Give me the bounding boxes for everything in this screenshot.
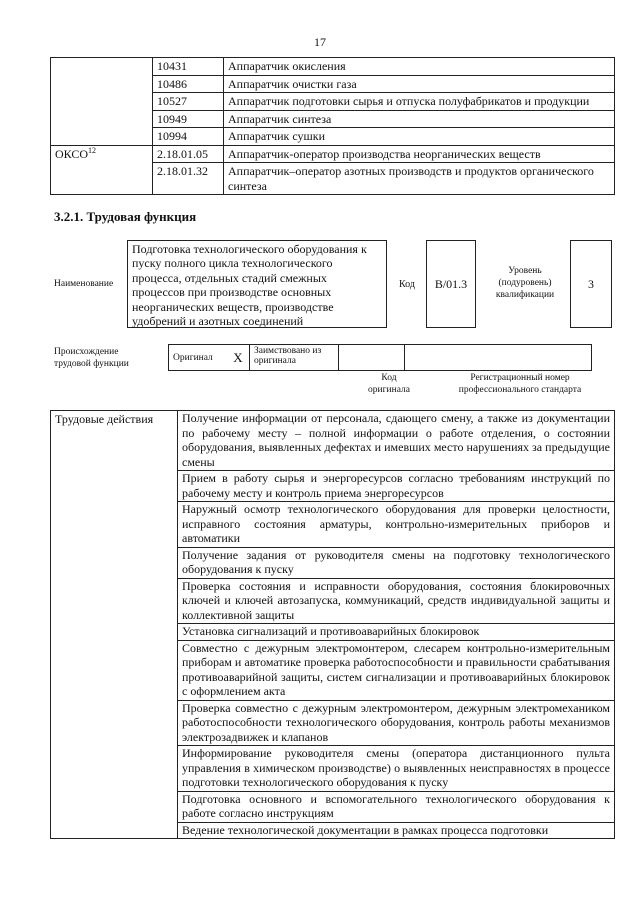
caption-line: Код	[381, 373, 397, 383]
page-number: 17	[314, 35, 326, 49]
code-cell: 2.18.01.32	[153, 163, 224, 195]
okso-cell	[51, 145, 153, 195]
name-cell: Аппаратчик окисления	[224, 58, 615, 76]
name-cell: Аппаратчик очистки газа	[224, 75, 615, 93]
code-cell: 10431	[153, 58, 224, 76]
table-row	[51, 145, 615, 163]
code-label: Код	[399, 279, 415, 290]
action-item: Наружный осмотр технологического оборудования для проверки целостности, исправного состояния арматуры, контрольно-измерительных приборов и автоматики	[178, 502, 615, 548]
origin-table	[168, 344, 592, 371]
level-label-line: квалификации	[495, 290, 555, 300]
original-label: Оригинал	[169, 345, 228, 371]
code-cell: 10949	[153, 110, 224, 128]
caption-line: оригинала	[368, 385, 410, 395]
empty-classifier-cell	[51, 58, 153, 146]
caption-line: Регистрационный номер	[470, 373, 570, 383]
code-cell: 10994	[153, 128, 224, 146]
origin-label-line: трудовой функции	[54, 359, 129, 369]
registration-number-cell	[405, 345, 592, 371]
name-cell: Аппаратчик синтеза	[224, 110, 615, 128]
action-item: Совместно с дежурным электромонтером, слесарем контрольно-измерительным приборам и автоматике проверка работоспособности и правильности срабатывания противоаварийной защиты, систем сигнализации и противоаварийных блокировок с оформлением акта	[178, 640, 615, 700]
original-code-caption	[361, 372, 417, 396]
table-row	[51, 58, 615, 76]
code-cell: 10527	[153, 93, 224, 111]
level-value-box: 3	[570, 240, 612, 328]
code-cell: 2.18.01.05	[153, 145, 224, 163]
action-item: Проверка состояния и исправности оборудования, состояния блокировочных ключей и ключей автозапуска, коммуникаций, средств индивидуальной защиты и коллективной защиты	[178, 578, 615, 624]
action-item: Получение информации от персонала, сдающего смену, а также из документации по рабочему месту – полной информации о работе отделения, о состоянии оборудования, выявленных дефектах и имевших место нарушениях за предыдущие смены	[178, 411, 615, 471]
borrowed-label-line: Заимствовано из	[254, 346, 322, 356]
action-item: Установка сигнализаций и противоаварийных блокировок	[178, 624, 615, 641]
level-label-line: (подуровень)	[498, 278, 552, 288]
action-item: Проверка совместно с дежурным электромонтером, дежурным электромехаником работоспособности технологического оборудования, контроль работы механизмов электрозадвижек и клапанов	[178, 700, 615, 746]
function-name-box: Подготовка технологического оборудования к пуску полного цикла технологического процесса, отдельных стадий смежных процессов при производстве основных неорганических веществ, производстве удобрений и азотных соединений	[127, 240, 387, 328]
registration-number-caption	[440, 372, 600, 396]
borrowed-label	[250, 345, 339, 371]
borrowed-label-line: оригинала	[254, 356, 296, 366]
name-label: Наименование	[54, 279, 114, 289]
level-label	[483, 265, 567, 301]
name-cell: Аппаратчик подготовки сырья и отпуска полуфабрикатов и продукции	[224, 93, 615, 111]
action-item: Прием в работу сырья и энергоресурсов согласно требованиям инструкций по рабочему месту и контроль приема энергоресурсов	[178, 471, 615, 502]
labor-actions-table	[50, 410, 615, 839]
original-mark: X	[227, 345, 250, 371]
name-cell: Аппаратчик сушки	[224, 128, 615, 146]
occupation-codes-table	[50, 57, 615, 195]
section-title: 3.2.1. Трудовая функция	[54, 209, 197, 224]
code-cell: 10486	[153, 75, 224, 93]
action-item: Информирование руководителя смены (оператора дистанционного пульта управления в химическом производстве) о выявленных неисправностях в процессе подготовки технологического оборудования к пуску	[178, 746, 615, 792]
action-item: Подготовка основного и вспомогательного технологического оборудования к работе согласно инструкциям	[178, 791, 615, 822]
name-cell: Аппаратчик-оператор производства неорганических веществ	[224, 145, 615, 163]
caption-line: профессионального стандарта	[458, 385, 582, 395]
original-code-cell	[339, 345, 405, 371]
origin-label-line: Происхождение	[54, 347, 119, 357]
labor-actions-label: Трудовые действия	[51, 411, 178, 839]
table-row	[169, 345, 592, 371]
level-label-line: Уровень	[508, 266, 542, 276]
function-code-box: B/01.3	[426, 240, 476, 328]
okso-label: ОКСО	[55, 146, 89, 161]
name-cell: Аппаратчик–оператор азотных производств и продуктов органического синтеза	[224, 163, 615, 195]
origin-label	[54, 346, 129, 370]
footnote-ref: 12	[88, 145, 97, 155]
action-item: Получение задания от руководителя смены на подготовку технологического оборудования к пуску	[178, 547, 615, 578]
table-row	[51, 411, 615, 471]
action-item: Ведение технологической документации в рамках процесса подготовки	[178, 822, 615, 839]
